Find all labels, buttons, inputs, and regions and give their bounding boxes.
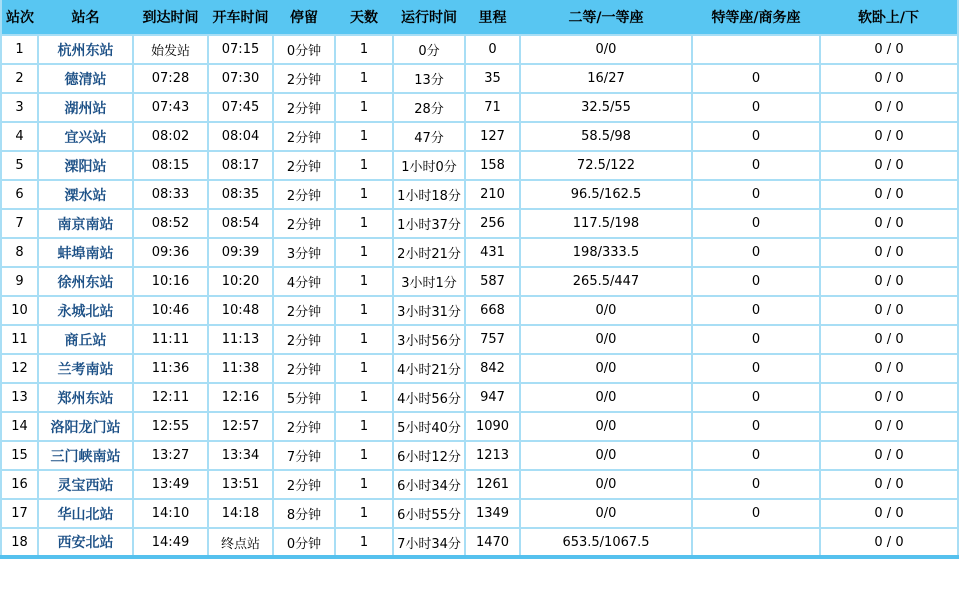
cell-runtime: 3小时1分 [393,267,465,296]
cell-runtime: 6小时12分 [393,441,465,470]
cell-depart: 08:35 [208,180,273,209]
cell-seq: 9 [1,267,38,296]
cell-mileage: 0 [465,35,520,64]
cell-depart: 07:30 [208,64,273,93]
cell-seat2-1: 58.5/98 [520,122,692,151]
column-header-runtime: 运行时间 [393,0,465,35]
cell-days: 1 [335,267,393,296]
cell-arrive: 09:36 [133,238,208,267]
cell-seq: 13 [1,383,38,412]
cell-sleeper: 0 / 0 [820,296,958,325]
cell-stop: 5分钟 [273,383,335,412]
cell-mileage: 947 [465,383,520,412]
header-row [1,0,958,35]
cell-arrive: 10:46 [133,296,208,325]
cell-seat2-1: 117.5/198 [520,209,692,238]
cell-stop: 2分钟 [273,412,335,441]
cell-premium [692,35,820,64]
cell-arrive: 13:27 [133,441,208,470]
column-header-days: 天数 [335,0,393,35]
cell-premium: 0 [692,64,820,93]
cell-depart: 终点站 [208,528,273,557]
column-header-depart: 开车时间 [208,0,273,35]
station-name-link[interactable]: 宜兴站 [38,122,133,151]
cell-mileage: 668 [465,296,520,325]
cell-stop: 2分钟 [273,354,335,383]
cell-arrive: 始发站 [133,35,208,64]
cell-sleeper: 0 / 0 [820,441,958,470]
cell-arrive: 07:43 [133,93,208,122]
cell-depart: 08:04 [208,122,273,151]
station-row [1,412,958,441]
station-row [1,93,958,122]
cell-seat2-1: 198/333.5 [520,238,692,267]
cell-depart: 10:20 [208,267,273,296]
cell-days: 1 [335,180,393,209]
cell-premium: 0 [692,441,820,470]
cell-seat2-1: 0/0 [520,296,692,325]
cell-seat2-1: 32.5/55 [520,93,692,122]
station-name-link[interactable]: 徐州东站 [38,267,133,296]
cell-days: 1 [335,151,393,180]
station-row [1,180,958,209]
cell-sleeper: 0 / 0 [820,470,958,499]
station-name-link[interactable]: 杭州东站 [38,35,133,64]
cell-mileage: 35 [465,64,520,93]
column-header-name: 站名 [38,0,133,35]
cell-seq: 7 [1,209,38,238]
cell-depart: 07:15 [208,35,273,64]
cell-seat2-1: 0/0 [520,412,692,441]
cell-sleeper: 0 / 0 [820,238,958,267]
cell-runtime: 6小时55分 [393,499,465,528]
cell-sleeper: 0 / 0 [820,122,958,151]
station-name-link[interactable]: 南京南站 [38,209,133,238]
station-row [1,122,958,151]
cell-days: 1 [335,35,393,64]
cell-sleeper: 0 / 0 [820,354,958,383]
station-row [1,470,958,499]
cell-mileage: 127 [465,122,520,151]
cell-mileage: 757 [465,325,520,354]
cell-seat2-1: 0/0 [520,35,692,64]
cell-days: 1 [335,499,393,528]
cell-arrive: 08:52 [133,209,208,238]
cell-premium: 0 [692,499,820,528]
cell-mileage: 210 [465,180,520,209]
cell-stop: 2分钟 [273,296,335,325]
cell-stop: 2分钟 [273,470,335,499]
cell-stop: 2分钟 [273,64,335,93]
station-row [1,35,958,64]
station-name-link[interactable]: 湖州站 [38,93,133,122]
cell-premium: 0 [692,180,820,209]
cell-seq: 18 [1,528,38,557]
cell-runtime: 47分 [393,122,465,151]
cell-runtime: 13分 [393,64,465,93]
cell-sleeper: 0 / 0 [820,499,958,528]
cell-arrive: 12:11 [133,383,208,412]
cell-mileage: 1261 [465,470,520,499]
cell-seq: 4 [1,122,38,151]
cell-stop: 2分钟 [273,122,335,151]
cell-depart: 12:57 [208,412,273,441]
cell-arrive: 08:02 [133,122,208,151]
cell-stop: 0分钟 [273,528,335,557]
cell-premium [692,528,820,557]
cell-depart: 08:54 [208,209,273,238]
station-row [1,354,958,383]
cell-runtime: 5小时40分 [393,412,465,441]
cell-mileage: 158 [465,151,520,180]
cell-depart: 08:17 [208,151,273,180]
cell-sleeper: 0 / 0 [820,93,958,122]
cell-runtime: 3小时56分 [393,325,465,354]
cell-premium: 0 [692,383,820,412]
cell-seat2-1: 0/0 [520,470,692,499]
cell-stop: 3分钟 [273,238,335,267]
cell-arrive: 11:36 [133,354,208,383]
cell-seq: 8 [1,238,38,267]
cell-mileage: 431 [465,238,520,267]
cell-premium: 0 [692,267,820,296]
cell-depart: 12:16 [208,383,273,412]
cell-mileage: 842 [465,354,520,383]
cell-days: 1 [335,528,393,557]
cell-seq: 15 [1,441,38,470]
column-header-stop: 停留 [273,0,335,35]
cell-sleeper: 0 / 0 [820,383,958,412]
cell-days: 1 [335,470,393,499]
station-name-link[interactable]: 兰考南站 [38,354,133,383]
cell-seat2-1: 72.5/122 [520,151,692,180]
station-name-link[interactable]: 溧阳站 [38,151,133,180]
station-name-link[interactable]: 蚌埠南站 [38,238,133,267]
cell-sleeper: 0 / 0 [820,325,958,354]
cell-sleeper: 0 / 0 [820,209,958,238]
cell-runtime: 2小时21分 [393,238,465,267]
cell-arrive: 14:10 [133,499,208,528]
cell-arrive: 08:33 [133,180,208,209]
cell-arrive: 12:55 [133,412,208,441]
station-row [1,238,958,267]
cell-mileage: 71 [465,93,520,122]
cell-mileage: 1470 [465,528,520,557]
cell-runtime: 4小时56分 [393,383,465,412]
cell-mileage: 1349 [465,499,520,528]
cell-arrive: 11:11 [133,325,208,354]
cell-mileage: 1090 [465,412,520,441]
cell-mileage: 587 [465,267,520,296]
station-row [1,528,958,557]
cell-depart: 13:34 [208,441,273,470]
cell-depart: 09:39 [208,238,273,267]
cell-sleeper: 0 / 0 [820,267,958,296]
cell-seat2-1: 265.5/447 [520,267,692,296]
cell-runtime: 1小时18分 [393,180,465,209]
cell-premium: 0 [692,209,820,238]
station-row [1,441,958,470]
cell-seat2-1: 0/0 [520,499,692,528]
cell-seat2-1: 0/0 [520,325,692,354]
cell-days: 1 [335,122,393,151]
cell-seq: 16 [1,470,38,499]
cell-days: 1 [335,383,393,412]
cell-stop: 7分钟 [273,441,335,470]
cell-arrive: 07:28 [133,64,208,93]
cell-runtime: 1小时37分 [393,209,465,238]
cell-days: 1 [335,325,393,354]
cell-arrive: 08:15 [133,151,208,180]
cell-seq: 6 [1,180,38,209]
cell-days: 1 [335,354,393,383]
table-body [1,35,958,557]
cell-mileage: 1213 [465,441,520,470]
table-header [1,0,958,35]
cell-seq: 10 [1,296,38,325]
station-name-link[interactable]: 商丘站 [38,325,133,354]
station-name-link[interactable]: 三门峡南站 [38,441,133,470]
cell-premium: 0 [692,470,820,499]
cell-stop: 2分钟 [273,325,335,354]
cell-sleeper: 0 / 0 [820,180,958,209]
cell-premium: 0 [692,325,820,354]
cell-sleeper: 0 / 0 [820,151,958,180]
cell-seq: 17 [1,499,38,528]
cell-premium: 0 [692,93,820,122]
cell-depart: 07:45 [208,93,273,122]
cell-runtime: 0分 [393,35,465,64]
cell-days: 1 [335,93,393,122]
cell-premium: 0 [692,354,820,383]
cell-seat2-1: 16/27 [520,64,692,93]
column-header-mileage: 里程 [465,0,520,35]
cell-premium: 0 [692,412,820,441]
cell-stop: 2分钟 [273,151,335,180]
cell-stop: 2分钟 [273,209,335,238]
station-row [1,499,958,528]
cell-runtime: 28分 [393,93,465,122]
cell-days: 1 [335,209,393,238]
station-row [1,383,958,412]
station-row [1,325,958,354]
cell-depart: 11:13 [208,325,273,354]
cell-seat2-1: 0/0 [520,354,692,383]
cell-days: 1 [335,296,393,325]
cell-seq: 3 [1,93,38,122]
cell-seat2-1: 0/0 [520,441,692,470]
cell-premium: 0 [692,122,820,151]
cell-arrive: 13:49 [133,470,208,499]
cell-seq: 12 [1,354,38,383]
cell-seat2-1: 96.5/162.5 [520,180,692,209]
column-header-seq: 站次 [1,0,38,35]
cell-seq: 11 [1,325,38,354]
cell-stop: 4分钟 [273,267,335,296]
cell-stop: 2分钟 [273,180,335,209]
cell-sleeper: 0 / 0 [820,528,958,557]
cell-mileage: 256 [465,209,520,238]
cell-depart: 11:38 [208,354,273,383]
cell-stop: 8分钟 [273,499,335,528]
station-row [1,64,958,93]
cell-runtime: 7小时34分 [393,528,465,557]
cell-runtime: 4小时21分 [393,354,465,383]
column-header-premium: 特等座/商务座 [692,0,820,35]
station-row [1,151,958,180]
column-header-sleeper: 软卧上/下 [820,0,958,35]
station-name-link[interactable]: 永城北站 [38,296,133,325]
cell-seat2-1: 0/0 [520,383,692,412]
cell-depart: 13:51 [208,470,273,499]
cell-premium: 0 [692,238,820,267]
cell-premium: 0 [692,151,820,180]
cell-seq: 2 [1,64,38,93]
station-row [1,267,958,296]
cell-seq: 14 [1,412,38,441]
station-row [1,209,958,238]
station-name-link[interactable]: 德清站 [38,64,133,93]
cell-sleeper: 0 / 0 [820,412,958,441]
cell-sleeper: 0 / 0 [820,64,958,93]
cell-depart: 14:18 [208,499,273,528]
column-header-seat2-1: 二等/一等座 [520,0,692,35]
cell-premium: 0 [692,296,820,325]
station-name-link[interactable]: 华山北站 [38,499,133,528]
station-name-link[interactable]: 溧水站 [38,180,133,209]
column-header-arrive: 到达时间 [133,0,208,35]
station-name-link[interactable]: 西安北站 [38,528,133,557]
station-name-link[interactable]: 灵宝西站 [38,470,133,499]
station-name-link[interactable]: 洛阳龙门站 [38,412,133,441]
cell-arrive: 14:49 [133,528,208,557]
cell-runtime: 3小时31分 [393,296,465,325]
cell-depart: 10:48 [208,296,273,325]
cell-days: 1 [335,441,393,470]
cell-days: 1 [335,64,393,93]
station-row [1,296,958,325]
cell-seq: 1 [1,35,38,64]
cell-seq: 5 [1,151,38,180]
cell-days: 1 [335,238,393,267]
cell-seat2-1: 653.5/1067.5 [520,528,692,557]
cell-runtime: 1小时0分 [393,151,465,180]
cell-sleeper: 0 / 0 [820,35,958,64]
cell-stop: 0分钟 [273,35,335,64]
cell-runtime: 6小时34分 [393,470,465,499]
cell-stop: 2分钟 [273,93,335,122]
station-name-link[interactable]: 郑州东站 [38,383,133,412]
cell-days: 1 [335,412,393,441]
cell-arrive: 10:16 [133,267,208,296]
